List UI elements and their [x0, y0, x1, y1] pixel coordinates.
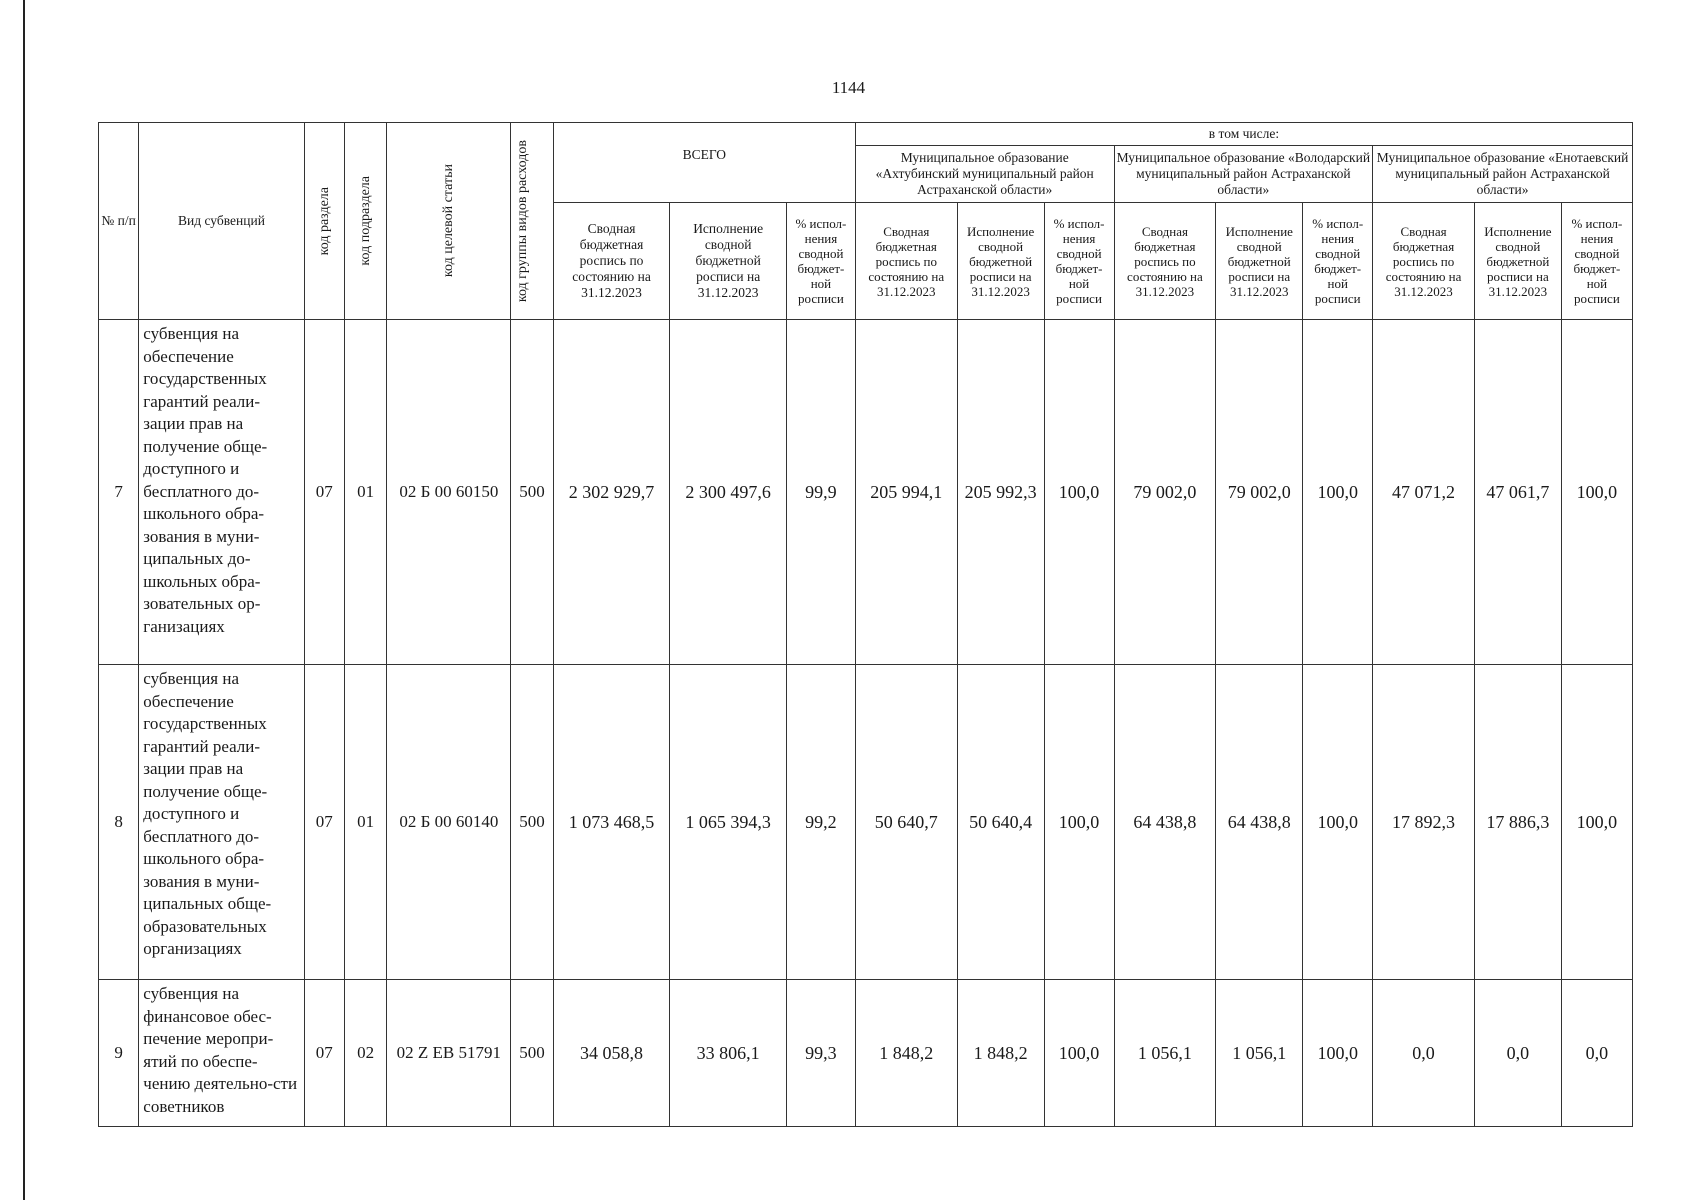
binding-line [23, 0, 25, 1200]
table-row [99, 665, 1633, 980]
row-total-plan: 2 302 929,7 [553, 320, 670, 665]
row-m1-plan: 1 848,2 [855, 980, 957, 1127]
subvention-table [98, 122, 1633, 1127]
header-razdel: код раздела [316, 186, 332, 256]
header-m1-pct: % испол-нения сводной бюджет-ной росписи [1044, 203, 1114, 320]
row-m1-exec: 205 992,3 [957, 320, 1044, 665]
row-m3-pct: 100,0 [1561, 320, 1632, 665]
row-podrazdel: 01 [344, 665, 386, 980]
row-m3-exec: 0,0 [1474, 980, 1561, 1127]
row-m2-plan: 64 438,8 [1114, 665, 1216, 980]
header-m3-pct: % испол-нения сводной бюджет-ной росписи [1561, 203, 1632, 320]
row-m1-pct: 100,0 [1044, 320, 1114, 665]
row-name: субвенция на обеспечение государственных гарантий реали-зации прав на получение обще-доступного и бесплатного до-школьного обра-зования в муни-ципальных до-школьных обра-зовательных ор-ганизациях [139, 320, 304, 665]
header-no: № п/п [99, 123, 139, 320]
header-podrazdel-cell [344, 123, 386, 320]
row-m2-pct: 100,0 [1303, 980, 1373, 1127]
header-target-cell [387, 123, 511, 320]
header-group-cell [511, 123, 553, 320]
row-m2-plan: 1 056,1 [1114, 980, 1216, 1127]
row-name: субвенция на финансовое обес-печение меропри-ятий по обеспе-чению деятельно-сти советников [139, 980, 304, 1127]
header-target: код целевой статьи [441, 164, 457, 278]
header-name: Вид субвенций [139, 123, 304, 320]
header-group: код группы видов расходов [515, 139, 531, 303]
header-m2-plan: Сводная бюджетная роспись по состоянию на 31.12.2023 [1114, 203, 1216, 320]
header-total-exec: Исполнение сводной бюджетной росписи на 31.12.2023 [670, 203, 787, 320]
row-razdel: 07 [304, 665, 344, 980]
row-m1-pct: 100,0 [1044, 665, 1114, 980]
header-podrazdel: код подраздела [358, 176, 374, 266]
row-razdel: 07 [304, 320, 344, 665]
header-municipality-3: Муниципальное образование «Енотаевский муниципальный район Астраханской области» [1373, 146, 1633, 203]
row-m2-exec: 79 002,0 [1216, 320, 1303, 665]
row-target: 02 Б 00 60140 [387, 665, 511, 980]
row-total-pct: 99,3 [786, 980, 855, 1127]
row-m3-exec: 47 061,7 [1474, 320, 1561, 665]
row-m3-plan: 17 892,3 [1373, 665, 1475, 980]
table-row [99, 320, 1633, 665]
row-group: 500 [511, 665, 553, 980]
row-no: 9 [99, 980, 139, 1127]
row-total-exec: 2 300 497,6 [670, 320, 787, 665]
row-total-pct: 99,2 [786, 665, 855, 980]
header-total-pct: % испол-нения сводной бюджет-ной росписи [786, 203, 855, 320]
row-m2-exec: 64 438,8 [1216, 665, 1303, 980]
header-municipality-2: Муниципальное образование «Володарский муниципальный район Астраханской области» [1114, 146, 1373, 203]
header-m3-plan: Сводная бюджетная роспись по состоянию на 31.12.2023 [1373, 203, 1475, 320]
row-m1-pct: 100,0 [1044, 980, 1114, 1127]
header-m3-exec: Исполнение сводной бюджетной росписи на 31.12.2023 [1474, 203, 1561, 320]
row-total-exec: 33 806,1 [670, 980, 787, 1127]
row-m1-plan: 50 640,7 [855, 665, 957, 980]
row-total-plan: 34 058,8 [553, 980, 670, 1127]
row-target: 02 Z ЕВ 51791 [387, 980, 511, 1127]
header-m2-pct: % испол-нения сводной бюджет-ной росписи [1303, 203, 1373, 320]
row-m1-plan: 205 994,1 [855, 320, 957, 665]
row-no: 7 [99, 320, 139, 665]
header-total-plan: Сводная бюджетная роспись по состоянию на 31.12.2023 [553, 203, 670, 320]
row-podrazdel: 01 [344, 320, 386, 665]
row-no: 8 [99, 665, 139, 980]
row-m3-pct: 0,0 [1561, 980, 1632, 1127]
row-m2-exec: 1 056,1 [1216, 980, 1303, 1127]
header-including: в том числе: [855, 123, 1632, 146]
header-m1-plan: Сводная бюджетная роспись по состоянию на 31.12.2023 [855, 203, 957, 320]
header-razdel-cell [304, 123, 344, 320]
row-m2-pct: 100,0 [1303, 320, 1373, 665]
row-m1-exec: 50 640,4 [957, 665, 1044, 980]
row-m3-plan: 0,0 [1373, 980, 1475, 1127]
row-m3-plan: 47 071,2 [1373, 320, 1475, 665]
row-group: 500 [511, 320, 553, 665]
row-total-plan: 1 073 468,5 [553, 665, 670, 980]
header-municipality-1: Муниципальное образование «Ахтубинский муниципальный район Астраханской области» [855, 146, 1114, 203]
table-row [99, 980, 1633, 1127]
row-m3-exec: 17 886,3 [1474, 665, 1561, 980]
row-m2-pct: 100,0 [1303, 665, 1373, 980]
row-podrazdel: 02 [344, 980, 386, 1127]
row-m2-plan: 79 002,0 [1114, 320, 1216, 665]
page-number: 1144 [831, 78, 866, 97]
row-m1-exec: 1 848,2 [957, 980, 1044, 1127]
row-group: 500 [511, 980, 553, 1127]
row-target: 02 Б 00 60150 [387, 320, 511, 665]
header-row-1 [99, 123, 1633, 146]
row-total-pct: 99,9 [786, 320, 855, 665]
row-name: субвенция на обеспечение государственных гарантий реали-зации прав на получение обще-доступного и бесплатного до-школьного обра-зования в муни-ципальных обще-образовательных организациях [139, 665, 304, 980]
row-razdel: 07 [304, 980, 344, 1127]
header-total: ВСЕГО [553, 123, 855, 203]
header-m2-exec: Исполнение сводной бюджетной росписи на 31.12.2023 [1216, 203, 1303, 320]
row-m3-pct: 100,0 [1561, 665, 1632, 980]
row-total-exec: 1 065 394,3 [670, 665, 787, 980]
header-m1-exec: Исполнение сводной бюджетной росписи на 31.12.2023 [957, 203, 1044, 320]
